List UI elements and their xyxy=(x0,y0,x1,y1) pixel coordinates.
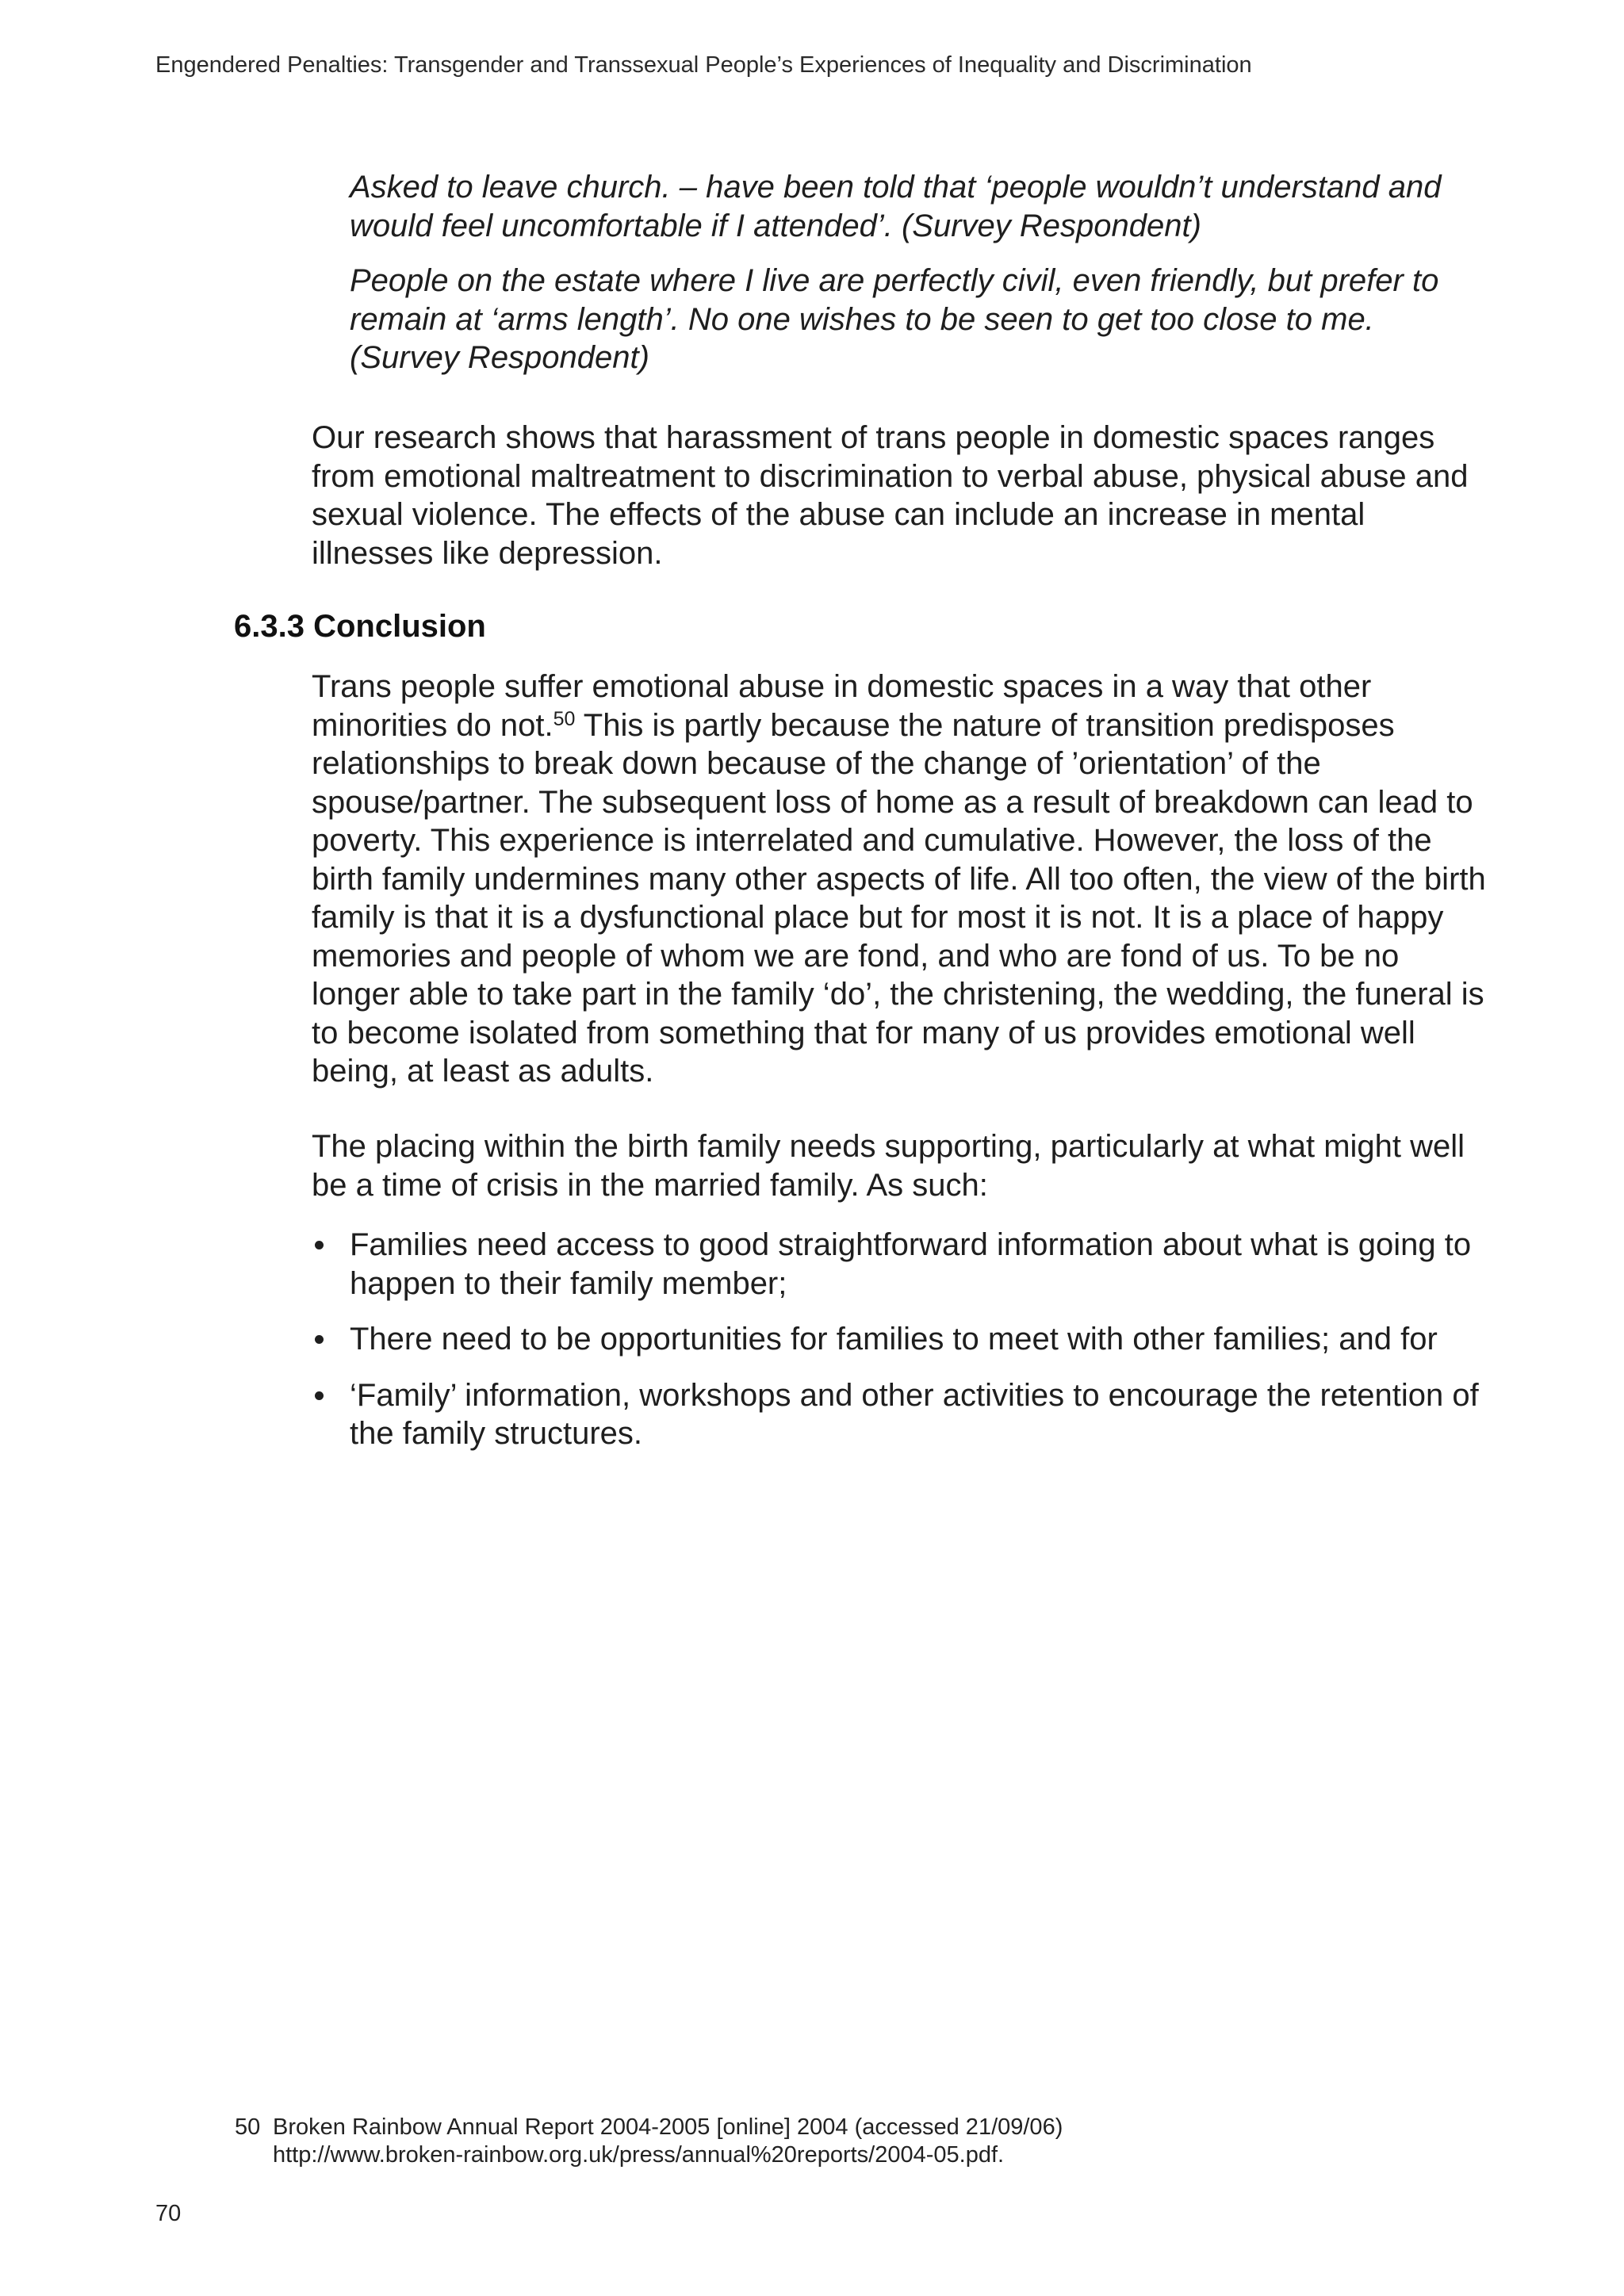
list-item-text: There need to be opportunities for families to meet with other families; and for xyxy=(350,1322,1438,1357)
list-item xyxy=(312,1226,1493,1303)
footnote-reference[interactable]: 50 xyxy=(553,707,576,730)
bullet-icon xyxy=(315,1241,324,1249)
running-header: Engendered Penalties: Transgender and Transsexual People’s Experiences of Inequality and Discrimination xyxy=(155,52,1252,78)
placing-paragraph: The placing within the birth family needs supporting, particularly at what might well be a time of crisis in the married family. As such: xyxy=(312,1129,1465,1203)
survey-quote-estate: People on the estate where I live are perfectly civil, even friendly, but prefer to remain at ‘arms length’. No one wishes to be seen to get too close to me. (Survey Respondent) xyxy=(350,263,1439,375)
section-heading: 6.3.3 Conclusion xyxy=(234,609,486,644)
recommendation-list xyxy=(312,1226,1493,1471)
footnote-url[interactable]: http://www.broken-rainbow.org.uk/press/annual%20reports/2004-05.pdf. xyxy=(273,2142,1005,2168)
page-number: 70 xyxy=(155,2201,182,2226)
footnote xyxy=(235,2114,1063,2169)
conclusion-text-rest: This is partly because the nature of transition predisposes relationships to break down because of the change of ’orientation’ of the spouse/partner. The subsequent loss of home as a result of breakdown can lead to poverty. This experience is interrelated and cumulative. However, the loss of the birth family undermines many other aspects of life. All too often, the view of the birth family is that it is a dysfunctional place but for most it is not. It is a place of happy memories and people of whom we are fond, and who are fond of us. To be no longer able to take part in the family ‘do’, the christening, the wedding, the funeral is to become isolated from something that for many of us provides emotional well being, at least as adults. xyxy=(312,707,1486,1089)
footnote-text: Broken Rainbow Annual Report 2004-2005 [online] 2004 (accessed 21/09/06) xyxy=(273,2114,1063,2140)
list-item xyxy=(312,1376,1493,1453)
list-item-text: Families need access to good straightforward information about what is going to happen to their family member; xyxy=(350,1227,1472,1301)
bullet-icon xyxy=(315,1391,324,1400)
bullet-icon xyxy=(315,1335,324,1344)
footnote-number: 50 xyxy=(235,2114,261,2140)
list-item-text: ‘Family’ information, workshops and other activities to encourage the retention of the family structures. xyxy=(350,1377,1479,1451)
list-item xyxy=(312,1320,1493,1359)
survey-quote-church: Asked to leave church. – have been told that ‘people wouldn’t understand and would feel uncomfortable if I attended’. (Survey Respondent) xyxy=(350,170,1442,243)
conclusion-text-start: Trans people suffer emotional abuse in domestic spaces in a way that other minorities do not. xyxy=(312,669,1372,743)
conclusion-paragraph xyxy=(312,668,1493,1091)
research-paragraph: Our research shows that harassment of trans people in domestic spaces ranges from emotional maltreatment to discrimination to verbal abuse, physical abuse and sexual violence. The effects of the abuse can include an increase in mental illnesses like depression. xyxy=(312,420,1469,571)
